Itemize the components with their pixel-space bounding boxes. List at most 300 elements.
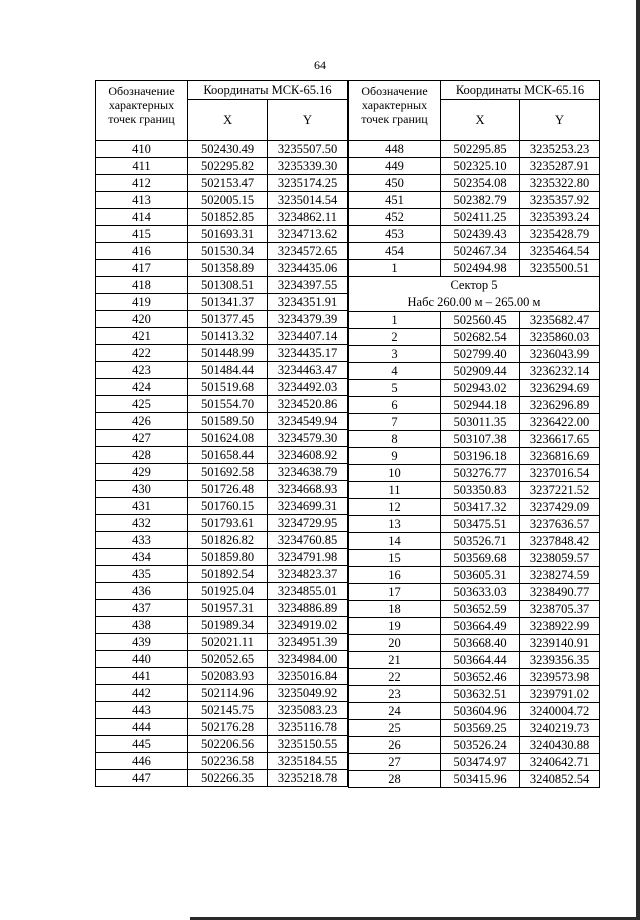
x-coordinate-cell: 501692.58 xyxy=(188,464,268,481)
point-number-cell: 430 xyxy=(96,481,188,498)
x-coordinate-cell: 501519.68 xyxy=(188,379,268,396)
x-coordinate-cell: 501308.51 xyxy=(188,277,268,294)
x-coordinate-cell: 502943.02 xyxy=(441,380,520,397)
y-coordinate-cell: 3235357.92 xyxy=(520,192,600,209)
x-coordinate-cell: 501892.54 xyxy=(188,566,268,583)
point-number-cell: 414 xyxy=(96,209,188,226)
table-row xyxy=(96,753,348,770)
point-number-cell: 15 xyxy=(349,550,441,567)
y-coordinate-cell: 3238274.59 xyxy=(520,567,600,584)
point-number-cell: 452 xyxy=(349,209,441,226)
y-coordinate-cell: 3240219.73 xyxy=(520,720,600,737)
y-coordinate-cell: 3235287.91 xyxy=(520,158,600,175)
table-row xyxy=(349,414,600,431)
table-row xyxy=(96,515,348,532)
table-body xyxy=(349,312,600,788)
y-coordinate-cell: 3238490.77 xyxy=(520,584,600,601)
point-number-cell: 420 xyxy=(96,311,188,328)
point-number-cell: 4 xyxy=(349,363,441,380)
x-coordinate-cell: 502909.44 xyxy=(441,363,520,380)
table-row xyxy=(349,652,600,669)
table-row xyxy=(349,158,600,175)
coordinates-table-right xyxy=(348,80,600,788)
x-coordinate-cell: 503415.96 xyxy=(441,771,520,788)
y-coordinate-cell: 3240430.88 xyxy=(520,737,600,754)
x-coordinate-cell: 501358.89 xyxy=(188,260,268,277)
table-row xyxy=(349,618,600,635)
x-coordinate-cell: 501793.61 xyxy=(188,515,268,532)
point-number-cell: 6 xyxy=(349,397,441,414)
table-row xyxy=(349,516,600,533)
x-coordinate-cell: 502266.35 xyxy=(188,770,268,787)
point-number-cell: 422 xyxy=(96,345,188,362)
table-row xyxy=(96,396,348,413)
point-number-cell: 451 xyxy=(349,192,441,209)
y-coordinate-cell: 3240852.54 xyxy=(520,771,600,788)
table-row xyxy=(349,533,600,550)
point-number-cell: 12 xyxy=(349,499,441,516)
point-number-cell: 423 xyxy=(96,362,188,379)
x-coordinate-cell: 503668.40 xyxy=(441,635,520,652)
x-coordinate-cell: 502236.58 xyxy=(188,753,268,770)
table-row xyxy=(96,719,348,736)
point-number-cell: 435 xyxy=(96,566,188,583)
point-number-cell: 416 xyxy=(96,243,188,260)
y-coordinate-cell: 3234984.00 xyxy=(268,651,348,668)
point-number-cell: 19 xyxy=(349,618,441,635)
point-number-cell: 22 xyxy=(349,669,441,686)
y-coordinate-cell: 3234463.47 xyxy=(268,362,348,379)
x-coordinate-cell: 501484.44 xyxy=(188,362,268,379)
sector-heading xyxy=(349,277,600,312)
header-name-line: точек границ xyxy=(108,112,175,126)
x-coordinate-cell: 502467.34 xyxy=(441,243,520,260)
table-row xyxy=(96,447,348,464)
table-row xyxy=(349,226,600,243)
y-coordinate-cell: 3234713.62 xyxy=(268,226,348,243)
point-number-cell: 438 xyxy=(96,617,188,634)
x-coordinate-cell: 503475.51 xyxy=(441,516,520,533)
y-coordinate-cell: 3235174.25 xyxy=(268,175,348,192)
x-coordinate-cell: 503569.68 xyxy=(441,550,520,567)
x-coordinate-cell: 502295.85 xyxy=(441,141,520,158)
y-coordinate-cell: 3240642.71 xyxy=(520,754,600,771)
point-number-cell: 11 xyxy=(349,482,441,499)
point-number-cell: 10 xyxy=(349,465,441,482)
x-coordinate-cell: 503605.31 xyxy=(441,567,520,584)
x-coordinate-cell: 502682.54 xyxy=(441,329,520,346)
table-row xyxy=(96,192,348,209)
point-number-cell: 440 xyxy=(96,651,188,668)
x-coordinate-cell: 501989.34 xyxy=(188,617,268,634)
table-row xyxy=(96,430,348,447)
table-row xyxy=(349,380,600,397)
x-coordinate-cell: 503652.46 xyxy=(441,669,520,686)
y-coordinate-cell: 3235322.80 xyxy=(520,175,600,192)
y-coordinate-cell: 3239356.35 xyxy=(520,652,600,669)
point-number-cell: 2 xyxy=(349,329,441,346)
header-y: Y xyxy=(520,100,600,141)
table-row xyxy=(349,737,600,754)
y-coordinate-cell: 3234951.39 xyxy=(268,634,348,651)
y-coordinate-cell: 3234729.95 xyxy=(268,515,348,532)
point-number-cell: 415 xyxy=(96,226,188,243)
x-coordinate-cell: 501957.31 xyxy=(188,600,268,617)
y-coordinate-cell: 3235016.84 xyxy=(268,668,348,685)
table-row xyxy=(96,651,348,668)
table-row xyxy=(96,498,348,515)
point-number-cell: 27 xyxy=(349,754,441,771)
point-number-cell: 421 xyxy=(96,328,188,345)
point-number-cell: 23 xyxy=(349,686,441,703)
x-coordinate-cell: 502295.82 xyxy=(188,158,268,175)
point-number-cell: 447 xyxy=(96,770,188,787)
point-number-cell: 427 xyxy=(96,430,188,447)
x-coordinate-cell: 503526.71 xyxy=(441,533,520,550)
table-row xyxy=(96,209,348,226)
x-coordinate-cell: 501925.04 xyxy=(188,583,268,600)
table-row xyxy=(349,771,600,788)
x-coordinate-cell: 502382.79 xyxy=(441,192,520,209)
y-coordinate-cell: 3234379.39 xyxy=(268,311,348,328)
x-coordinate-cell: 502560.45 xyxy=(441,312,520,329)
y-coordinate-cell: 3237636.57 xyxy=(520,516,600,533)
y-coordinate-cell: 3237016.54 xyxy=(520,465,600,482)
y-coordinate-cell: 3237221.52 xyxy=(520,482,600,499)
table-row xyxy=(96,294,348,311)
x-coordinate-cell: 503474.97 xyxy=(441,754,520,771)
table-row xyxy=(349,363,600,380)
y-coordinate-cell: 3236294.69 xyxy=(520,380,600,397)
table-body xyxy=(349,141,600,277)
point-number-cell: 425 xyxy=(96,396,188,413)
x-coordinate-cell: 501448.99 xyxy=(188,345,268,362)
y-coordinate-cell: 3235507.50 xyxy=(268,141,348,158)
table-row xyxy=(349,260,600,277)
table-row xyxy=(96,736,348,753)
x-coordinate-cell: 502005.15 xyxy=(188,192,268,209)
y-coordinate-cell: 3236617.65 xyxy=(520,431,600,448)
x-coordinate-cell: 502145.75 xyxy=(188,702,268,719)
y-coordinate-cell: 3236816.69 xyxy=(520,448,600,465)
point-number-cell: 14 xyxy=(349,533,441,550)
y-coordinate-cell: 3235014.54 xyxy=(268,192,348,209)
y-coordinate-cell: 3235083.23 xyxy=(268,702,348,719)
table-row xyxy=(349,635,600,652)
x-coordinate-cell: 503350.83 xyxy=(441,482,520,499)
point-number-cell: 418 xyxy=(96,277,188,294)
point-number-cell: 24 xyxy=(349,703,441,720)
y-coordinate-cell: 3234608.92 xyxy=(268,447,348,464)
x-coordinate-cell: 503652.59 xyxy=(441,601,520,618)
y-coordinate-cell: 3234855.01 xyxy=(268,583,348,600)
point-number-cell: 433 xyxy=(96,532,188,549)
table-row xyxy=(349,686,600,703)
point-number-cell: 16 xyxy=(349,567,441,584)
point-number-cell: 448 xyxy=(349,141,441,158)
table-row xyxy=(96,583,348,600)
header-x: X xyxy=(441,100,520,141)
point-number-cell: 429 xyxy=(96,464,188,481)
x-coordinate-cell: 501413.32 xyxy=(188,328,268,345)
page-number: 64 xyxy=(314,58,326,72)
table-row xyxy=(349,141,600,158)
y-coordinate-cell: 3234492.03 xyxy=(268,379,348,396)
header-y: Y xyxy=(268,100,348,141)
x-coordinate-cell: 501859.80 xyxy=(188,549,268,566)
table-row xyxy=(96,277,348,294)
table-row xyxy=(349,669,600,686)
point-number-cell: 446 xyxy=(96,753,188,770)
table-row xyxy=(96,600,348,617)
table-row xyxy=(96,481,348,498)
x-coordinate-cell: 503604.96 xyxy=(441,703,520,720)
y-coordinate-cell: 3238059.57 xyxy=(520,550,600,567)
x-coordinate-cell: 503632.51 xyxy=(441,686,520,703)
x-coordinate-cell: 502354.08 xyxy=(441,175,520,192)
y-coordinate-cell: 3234919.02 xyxy=(268,617,348,634)
y-coordinate-cell: 3239140.91 xyxy=(520,635,600,652)
header-point-name xyxy=(349,81,441,141)
table-row xyxy=(349,312,600,329)
point-number-cell: 18 xyxy=(349,601,441,618)
x-coordinate-cell: 503011.35 xyxy=(441,414,520,431)
sector-height-range: Набс 260.00 м – 265.00 м xyxy=(407,295,541,309)
point-number-cell: 428 xyxy=(96,447,188,464)
x-coordinate-cell: 502411.25 xyxy=(441,209,520,226)
point-number-cell: 432 xyxy=(96,515,188,532)
x-coordinate-cell: 502439.43 xyxy=(441,226,520,243)
table-row xyxy=(96,175,348,192)
sector-title: Сектор 5 xyxy=(450,278,498,292)
y-coordinate-cell: 3235393.24 xyxy=(520,209,600,226)
y-coordinate-cell: 3234572.65 xyxy=(268,243,348,260)
point-number-cell: 410 xyxy=(96,141,188,158)
x-coordinate-cell: 501589.50 xyxy=(188,413,268,430)
y-coordinate-cell: 3234791.98 xyxy=(268,549,348,566)
point-number-cell: 412 xyxy=(96,175,188,192)
point-number-cell: 5 xyxy=(349,380,441,397)
table-row xyxy=(349,720,600,737)
y-coordinate-cell: 3239791.02 xyxy=(520,686,600,703)
header-point-name xyxy=(96,81,188,141)
x-coordinate-cell: 501726.48 xyxy=(188,481,268,498)
point-number-cell: 426 xyxy=(96,413,188,430)
y-coordinate-cell: 3234668.93 xyxy=(268,481,348,498)
table-row xyxy=(96,226,348,243)
point-number-cell: 25 xyxy=(349,720,441,737)
y-coordinate-cell: 3235860.03 xyxy=(520,329,600,346)
table-row xyxy=(96,532,348,549)
table-row xyxy=(349,703,600,720)
y-coordinate-cell: 3235464.54 xyxy=(520,243,600,260)
table-row xyxy=(349,397,600,414)
y-coordinate-cell: 3238705.37 xyxy=(520,601,600,618)
x-coordinate-cell: 501852.85 xyxy=(188,209,268,226)
y-coordinate-cell: 3235253.23 xyxy=(520,141,600,158)
table-row xyxy=(349,431,600,448)
point-number-cell: 434 xyxy=(96,549,188,566)
y-coordinate-cell: 3235682.47 xyxy=(520,312,600,329)
x-coordinate-cell: 503417.32 xyxy=(441,499,520,516)
table-row xyxy=(96,260,348,277)
table-row xyxy=(349,329,600,346)
x-coordinate-cell: 502153.47 xyxy=(188,175,268,192)
header-coordinate-system: Координаты МСК-65.16 xyxy=(441,81,600,100)
table-row xyxy=(96,413,348,430)
point-number-cell: 413 xyxy=(96,192,188,209)
y-coordinate-cell: 3234397.55 xyxy=(268,277,348,294)
x-coordinate-cell: 502206.56 xyxy=(188,736,268,753)
point-number-cell: 21 xyxy=(349,652,441,669)
point-number-cell: 1 xyxy=(349,312,441,329)
header-name-line: Обозначение xyxy=(361,84,428,98)
table-header xyxy=(96,81,348,141)
table-row xyxy=(96,379,348,396)
x-coordinate-cell: 501624.08 xyxy=(188,430,268,447)
table-row xyxy=(96,141,348,158)
x-coordinate-cell: 501760.15 xyxy=(188,498,268,515)
x-coordinate-cell: 501377.45 xyxy=(188,311,268,328)
y-coordinate-cell: 3234435.06 xyxy=(268,260,348,277)
x-coordinate-cell: 501826.82 xyxy=(188,532,268,549)
table-row xyxy=(96,634,348,651)
y-coordinate-cell: 3234638.79 xyxy=(268,464,348,481)
y-coordinate-cell: 3239573.98 xyxy=(520,669,600,686)
x-coordinate-cell: 503664.44 xyxy=(441,652,520,669)
header-name-line: характерных xyxy=(108,98,175,112)
y-coordinate-cell: 3234435.17 xyxy=(268,345,348,362)
point-number-cell: 17 xyxy=(349,584,441,601)
table-row xyxy=(349,243,600,260)
table-row xyxy=(96,566,348,583)
point-number-cell: 9 xyxy=(349,448,441,465)
point-number-cell: 431 xyxy=(96,498,188,515)
y-coordinate-cell: 3234886.89 xyxy=(268,600,348,617)
point-number-cell: 1 xyxy=(349,260,441,277)
point-number-cell: 436 xyxy=(96,583,188,600)
point-number-cell: 26 xyxy=(349,737,441,754)
y-coordinate-cell: 3235500.51 xyxy=(520,260,600,277)
point-number-cell: 439 xyxy=(96,634,188,651)
y-coordinate-cell: 3236232.14 xyxy=(520,363,600,380)
table-row xyxy=(96,685,348,702)
y-coordinate-cell: 3237429.09 xyxy=(520,499,600,516)
table-body xyxy=(96,141,348,787)
y-coordinate-cell: 3235428.79 xyxy=(520,226,600,243)
point-number-cell: 443 xyxy=(96,702,188,719)
x-coordinate-cell: 502325.10 xyxy=(441,158,520,175)
table-row xyxy=(349,175,600,192)
table-row xyxy=(96,311,348,328)
table-row xyxy=(349,584,600,601)
y-coordinate-cell: 3234549.94 xyxy=(268,413,348,430)
x-coordinate-cell: 503196.18 xyxy=(441,448,520,465)
scan-edge-right xyxy=(636,0,640,920)
table-header xyxy=(349,81,600,141)
y-coordinate-cell: 3236422.00 xyxy=(520,414,600,431)
y-coordinate-cell: 3235218.78 xyxy=(268,770,348,787)
x-coordinate-cell: 503107.38 xyxy=(441,431,520,448)
x-coordinate-cell: 502494.98 xyxy=(441,260,520,277)
x-coordinate-cell: 502944.18 xyxy=(441,397,520,414)
point-number-cell: 13 xyxy=(349,516,441,533)
x-coordinate-cell: 502799.40 xyxy=(441,346,520,363)
table-row xyxy=(96,243,348,260)
header-coordinate-system: Координаты МСК-65.16 xyxy=(188,81,348,100)
y-coordinate-cell: 3234823.37 xyxy=(268,566,348,583)
point-number-cell: 7 xyxy=(349,414,441,431)
x-coordinate-cell: 502083.93 xyxy=(188,668,268,685)
table-row xyxy=(349,567,600,584)
table-row xyxy=(349,209,600,226)
x-coordinate-cell: 502021.11 xyxy=(188,634,268,651)
y-coordinate-cell: 3235049.92 xyxy=(268,685,348,702)
point-number-cell: 411 xyxy=(96,158,188,175)
header-name-line: точек границ xyxy=(361,112,428,126)
coordinates-table-left xyxy=(95,80,348,787)
point-number-cell: 419 xyxy=(96,294,188,311)
x-coordinate-cell: 503526.24 xyxy=(441,737,520,754)
point-number-cell: 28 xyxy=(349,771,441,788)
y-coordinate-cell: 3236296.89 xyxy=(520,397,600,414)
y-coordinate-cell: 3235184.55 xyxy=(268,753,348,770)
point-number-cell: 444 xyxy=(96,719,188,736)
table-row xyxy=(349,448,600,465)
point-number-cell: 450 xyxy=(349,175,441,192)
x-coordinate-cell: 503569.25 xyxy=(441,720,520,737)
y-coordinate-cell: 3240004.72 xyxy=(520,703,600,720)
y-coordinate-cell: 3234579.30 xyxy=(268,430,348,447)
x-coordinate-cell: 501658.44 xyxy=(188,447,268,464)
table-row xyxy=(349,601,600,618)
table-row xyxy=(96,617,348,634)
point-number-cell: 417 xyxy=(96,260,188,277)
point-number-cell: 453 xyxy=(349,226,441,243)
y-coordinate-cell: 3235150.55 xyxy=(268,736,348,753)
table-row xyxy=(349,550,600,567)
y-coordinate-cell: 3237848.42 xyxy=(520,533,600,550)
x-coordinate-cell: 502176.28 xyxy=(188,719,268,736)
table-row xyxy=(96,328,348,345)
table-row xyxy=(96,702,348,719)
point-number-cell: 441 xyxy=(96,668,188,685)
table-row xyxy=(349,754,600,771)
table-row xyxy=(96,345,348,362)
x-coordinate-cell: 503664.49 xyxy=(441,618,520,635)
y-coordinate-cell: 3235339.30 xyxy=(268,158,348,175)
table-row xyxy=(349,465,600,482)
point-number-cell: 449 xyxy=(349,158,441,175)
table-row xyxy=(96,668,348,685)
table-row xyxy=(349,482,600,499)
point-number-cell: 445 xyxy=(96,736,188,753)
y-coordinate-cell: 3236043.99 xyxy=(520,346,600,363)
x-coordinate-cell: 502114.96 xyxy=(188,685,268,702)
y-coordinate-cell: 3234699.31 xyxy=(268,498,348,515)
point-number-cell: 454 xyxy=(349,243,441,260)
table-row xyxy=(96,158,348,175)
point-number-cell: 437 xyxy=(96,600,188,617)
x-coordinate-cell: 501693.31 xyxy=(188,226,268,243)
point-number-cell: 424 xyxy=(96,379,188,396)
table-row xyxy=(349,346,600,363)
y-coordinate-cell: 3234520.86 xyxy=(268,396,348,413)
x-coordinate-cell: 503633.03 xyxy=(441,584,520,601)
x-coordinate-cell: 501341.37 xyxy=(188,294,268,311)
header-x: X xyxy=(188,100,268,141)
y-coordinate-cell: 3238922.99 xyxy=(520,618,600,635)
